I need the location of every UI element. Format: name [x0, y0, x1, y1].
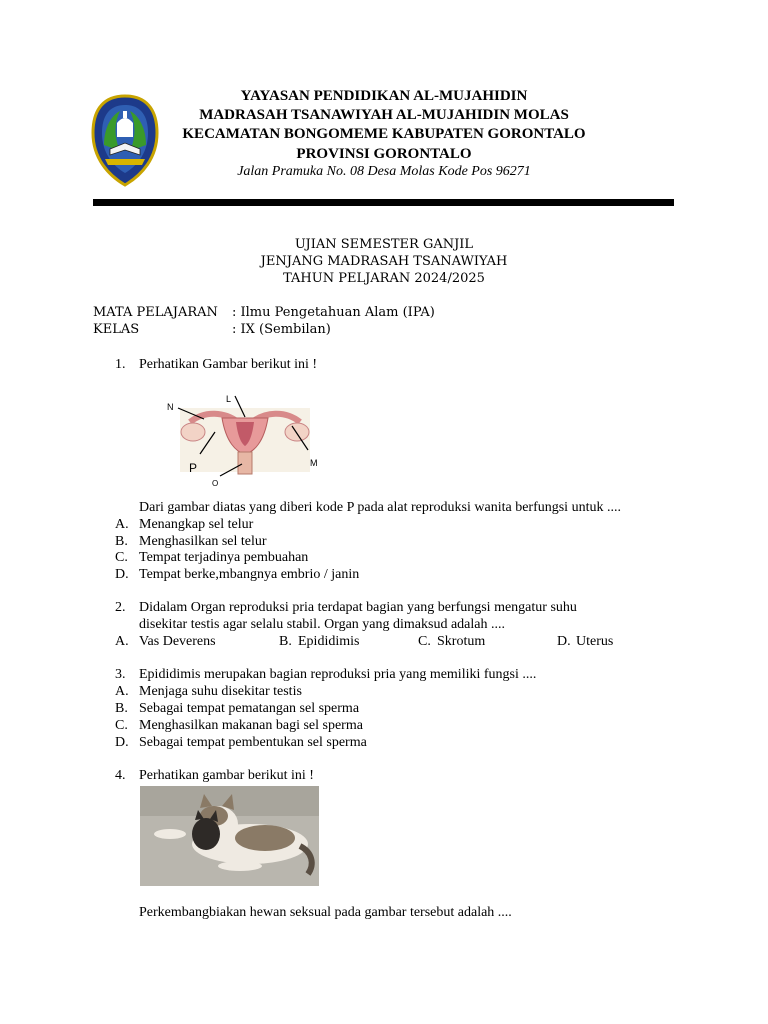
q2-option-a: Vas Deverens: [139, 634, 216, 649]
q1-number: 1.: [115, 357, 126, 372]
q2-option-d: Uterus: [576, 634, 614, 649]
q3-number: 3.: [115, 667, 126, 682]
header-divider: [93, 199, 674, 206]
q1-prompt: Perhatikan Gambar berikut ini !: [139, 357, 318, 372]
q2-number: 2.: [115, 600, 126, 615]
q3-option-c: Menghasilkan makanan bagi sel sperma: [139, 718, 363, 733]
exam-year: TAHUN PELJARAN 2024/2025: [283, 271, 485, 286]
label-l: L: [226, 394, 232, 404]
cats-photo: [140, 786, 319, 886]
q1-option-a-letter: A.: [115, 517, 129, 532]
school-address: Jalan Pramuka No. 08 Desa Molas Kode Pos 96271: [237, 164, 531, 179]
q1-option-a: Menangkap sel telur: [139, 517, 254, 532]
label-p: P: [189, 461, 198, 475]
label-o: O: [212, 479, 219, 488]
q4-number: 4.: [115, 768, 126, 783]
q2-option-c-letter: C.: [418, 634, 431, 649]
q1-option-c: Tempat terjadinya pembuahan: [139, 550, 309, 565]
exam-title: UJIAN SEMESTER GANJIL: [294, 237, 474, 252]
q2-option-d-letter: D.: [557, 634, 571, 649]
q3-prompt: Epididimis merupakan bagian reproduksi pria yang memiliki fungsi ....: [139, 667, 537, 682]
class-value: : IX (Sembilan): [232, 322, 331, 337]
q4-question: Perkembangbiakan hewan seksual pada gambar tersebut adalah ....: [139, 905, 512, 920]
q1-question: Dari gambar diatas yang diberi kode P pada alat reproduksi wanita berfungsi untuk ....: [139, 500, 621, 515]
q3-option-d: Sebagai tempat pembentukan sel sperma: [139, 735, 367, 750]
q1-option-d: Tempat berke,mbangnya embrio / janin: [139, 567, 360, 582]
q1-option-b: Menghasilkan sel telur: [139, 534, 267, 549]
label-m: M: [310, 458, 318, 468]
q2-option-b-letter: B.: [279, 634, 292, 649]
female-reproductive-diagram: [160, 392, 330, 492]
q1-option-d-letter: D.: [115, 567, 129, 582]
q2-option-c: Skrotum: [437, 634, 486, 649]
q4-prompt: Perhatikan gambar berikut ini !: [139, 768, 314, 783]
school-name: MADRASAH TSANAWIYAH AL-MUJAHIDIN MOLAS: [199, 107, 569, 123]
subject-label: MATA PELAJARAN: [93, 305, 218, 320]
q1-option-c-letter: C.: [115, 550, 128, 565]
q3-option-a: Menjaga suhu disekitar testis: [139, 684, 302, 699]
exam-level: JENJANG MADRASAH TSANAWIYAH: [260, 254, 508, 269]
q1-option-b-letter: B.: [115, 534, 128, 549]
q3-option-c-letter: C.: [115, 718, 128, 733]
q3-option-d-letter: D.: [115, 735, 129, 750]
q2-option-b: Epididimis: [298, 634, 360, 649]
q3-option-b: Sebagai tempat pematangan sel sperma: [139, 701, 360, 716]
q3-option-a-letter: A.: [115, 684, 129, 699]
district-name: KECAMATAN BONGOMEME KABUPATEN GORONTALO: [182, 126, 586, 142]
class-label: KELAS: [93, 322, 140, 337]
province-name: PROVINSI GORONTALO: [296, 146, 472, 162]
q2-line1: Didalam Organ reproduksi pria terdapat bagian yang berfungsi mengatur suhu: [139, 600, 577, 615]
q2-line2: disekitar testis agar selalu stabil. Organ yang dimaksud adalah ....: [139, 617, 505, 632]
label-n: N: [167, 402, 174, 412]
q3-option-b-letter: B.: [115, 701, 128, 716]
school-logo: [90, 93, 160, 188]
subject-value: : Ilmu Pengetahuan Alam (IPA): [232, 305, 435, 320]
foundation-name: YAYASAN PENDIDIKAN AL-MUJAHIDIN: [240, 88, 528, 104]
q2-option-a-letter: A.: [115, 634, 129, 649]
